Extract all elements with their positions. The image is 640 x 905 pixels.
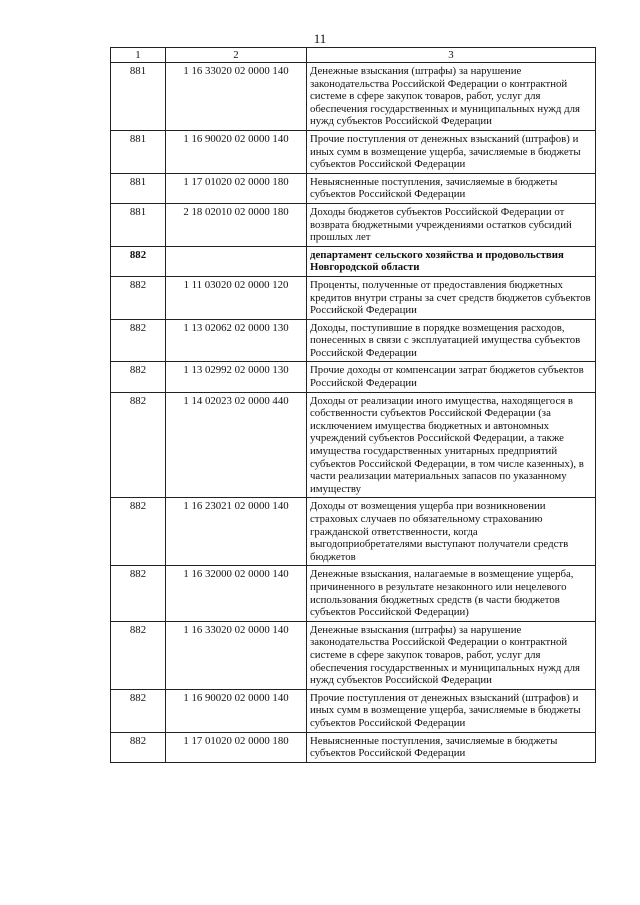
revenue-table xyxy=(110,47,596,763)
description-cell: департамент сельского хозяйства и продовольствия Новгородской области xyxy=(307,246,596,276)
admin-code-cell: 882 xyxy=(111,566,166,621)
description-cell: Невыясненные поступления, зачисляемые в бюджеты субъектов Российской Федерации xyxy=(307,732,596,762)
table-body xyxy=(111,63,596,763)
admin-code-cell: 882 xyxy=(111,689,166,732)
budget-code-cell: 1 11 03020 02 0000 120 xyxy=(166,276,307,319)
table-header xyxy=(111,48,596,63)
table-row xyxy=(111,362,596,392)
page-number: 11 xyxy=(313,31,327,46)
table-row xyxy=(111,498,596,566)
table-row xyxy=(111,732,596,762)
table-row xyxy=(111,566,596,621)
description-cell: Невыясненные поступления, зачисляемые в бюджеты субъектов Российской Федерации xyxy=(307,173,596,203)
description-cell: Доходы от реализации иного имущества, находящегося в собственности субъектов Российской Федерации (за исключением имущества бюджетных и автономных учреждений субъектов Российской Федерации, а также имущества государственных унитарных предприятий субъектов Российской Федерации, в том числе казенных), в части реализации материальных запасов по указанному имуществу xyxy=(307,392,596,498)
budget-code-cell: 1 16 90020 02 0000 140 xyxy=(166,130,307,173)
budget-code-cell: 1 16 90020 02 0000 140 xyxy=(166,689,307,732)
table-row xyxy=(111,319,596,362)
table-row xyxy=(111,130,596,173)
budget-code-cell: 1 16 33020 02 0000 140 xyxy=(166,63,307,131)
description-cell: Доходы от возмещения ущерба при возникновении страховых случаев по обязательному страхованию гражданской ответственности, когда выгодоприобретателями выступают получатели средств бюджетов xyxy=(307,498,596,566)
admin-code-cell: 882 xyxy=(111,392,166,498)
column-header-1: 1 xyxy=(111,48,166,63)
admin-code-cell: 881 xyxy=(111,63,166,131)
table-row xyxy=(111,392,596,498)
budget-code-cell: 1 17 01020 02 0000 180 xyxy=(166,732,307,762)
budget-code-cell: 1 16 32000 02 0000 140 xyxy=(166,566,307,621)
budget-code-cell: 2 18 02010 02 0000 180 xyxy=(166,203,307,246)
description-cell: Прочие поступления от денежных взысканий (штрафов) и иных сумм в возмещение ущерба, зачисляемые в бюджеты субъектов Российской Федерации xyxy=(307,689,596,732)
header-row xyxy=(111,48,596,63)
description-cell: Доходы бюджетов субъектов Российской Федерации от возврата бюджетными учреждениями остатков субсидий прошлых лет xyxy=(307,203,596,246)
admin-code-cell: 882 xyxy=(111,319,166,362)
admin-code-cell: 882 xyxy=(111,732,166,762)
budget-code-cell: 1 13 02992 02 0000 130 xyxy=(166,362,307,392)
admin-code-cell: 882 xyxy=(111,498,166,566)
table-row xyxy=(111,203,596,246)
description-cell: Денежные взыскания, налагаемые в возмещение ущерба, причиненного в результате незаконного или нецелевого использования бюджетных средств (в части бюджетов субъектов Российской Федерации) xyxy=(307,566,596,621)
admin-code-cell: 882 xyxy=(111,362,166,392)
budget-code-cell: 1 16 23021 02 0000 140 xyxy=(166,498,307,566)
admin-code-cell: 881 xyxy=(111,130,166,173)
column-header-2: 2 xyxy=(166,48,307,63)
description-cell: Денежные взыскания (штрафы) за нарушение законодательства Российской Федерации о контрактной системе в сфере закупок товаров, работ, услуг для обеспечения государственных и муниципальных нужд для нужд субъектов Российской Федерации xyxy=(307,63,596,131)
table-row xyxy=(111,621,596,689)
admin-code-cell: 881 xyxy=(111,173,166,203)
table-row xyxy=(111,276,596,319)
column-header-3: 3 xyxy=(307,48,596,63)
description-cell: Прочие доходы от компенсации затрат бюджетов субъектов Российской Федерации xyxy=(307,362,596,392)
budget-code-cell: 1 14 02023 02 0000 440 xyxy=(166,392,307,498)
description-cell: Доходы, поступившие в порядке возмещения расходов, понесенных в связи с эксплуатацией имущества субъектов Российской Федерации xyxy=(307,319,596,362)
description-cell: Прочие поступления от денежных взысканий (штрафов) и иных сумм в возмещение ущерба, зачисляемые в бюджеты субъектов Российской Федерации xyxy=(307,130,596,173)
table-row xyxy=(111,63,596,131)
description-cell: Проценты, полученные от предоставления бюджетных кредитов внутри страны за счет средств бюджетов субъектов Российской Федерации xyxy=(307,276,596,319)
budget-code-cell xyxy=(166,246,307,276)
admin-code-cell: 881 xyxy=(111,203,166,246)
admin-code-cell: 882 xyxy=(111,246,166,276)
budget-code-cell: 1 16 33020 02 0000 140 xyxy=(166,621,307,689)
budget-code-cell: 1 13 02062 02 0000 130 xyxy=(166,319,307,362)
admin-code-cell: 882 xyxy=(111,276,166,319)
admin-code-cell: 882 xyxy=(111,621,166,689)
description-cell: Денежные взыскания (штрафы) за нарушение законодательства Российской Федерации о контрактной системе в сфере закупок товаров, работ, услуг для обеспечения государственных и муниципальных нужд для нужд субъектов Российской Федерации xyxy=(307,621,596,689)
table-row xyxy=(111,689,596,732)
table-row xyxy=(111,246,596,276)
budget-code-cell: 1 17 01020 02 0000 180 xyxy=(166,173,307,203)
table-row xyxy=(111,173,596,203)
